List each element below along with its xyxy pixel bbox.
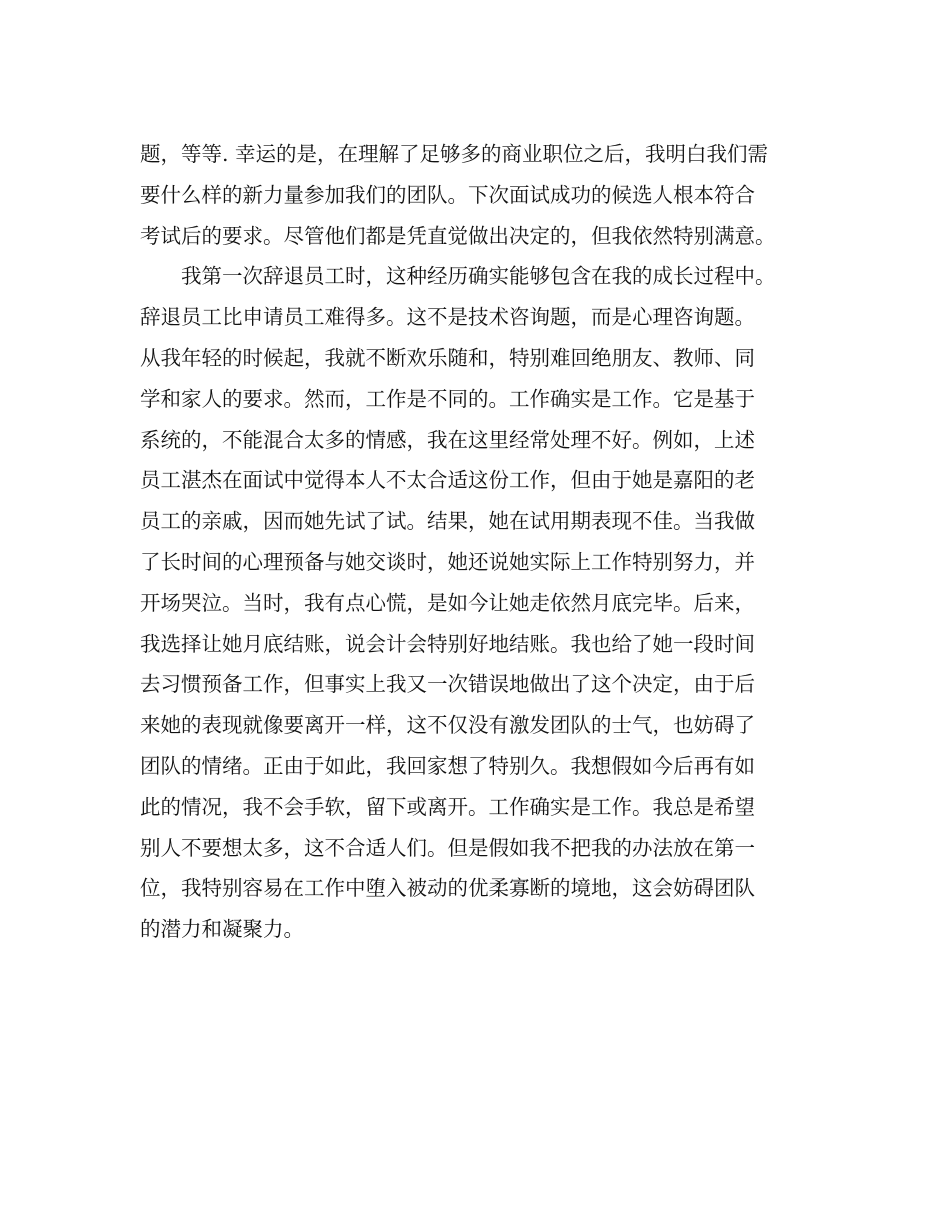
text-line-19: 位，我特别容易在工作中堕入被动的优柔寡断的境地，这会妨碍团队 (140, 876, 755, 901)
text-line-12: 开场哭泣。当时，我有点心慌，是如今让她走依然月底完毕。后来， (140, 590, 755, 615)
text-line-1: 题，等等. 幸运的是，在理解了足够多的商业职位之后，我明白我们需 (140, 142, 769, 166)
text-line-15: 来她的表现就像要离开一样，这不仅没有激发团队的士气，也妨碍了 (140, 713, 755, 738)
text-line-14: 去习惯预备工作，但事实上我又一次错误地做出了这个决定，由于后 (140, 672, 755, 697)
text-line-9: 员工湛杰在面试中觉得本人不太合适这份工作，但由于她是嘉阳的老 (140, 468, 755, 493)
text-line-6: 从我年轻的时候起，我就不断欢乐随和，特别难回绝朋友、教师、同 (140, 345, 755, 370)
text-line-11: 了长时间的心理预备与她交谈时，她还说她实际上工作特别努力，并 (140, 549, 755, 574)
text-line-18: 别人不要想太多，这不合适人们。但是假如我不把我的办法放在第一 (140, 835, 755, 860)
text-line-20: 的潜力和凝聚力。 (140, 917, 304, 942)
text-line-16: 团队的情绪。正由于如此，我回家想了特别久。我想假如今后再有如 (140, 753, 755, 778)
text-line-2: 要什么样的新力量参加我们的团队。下次面试成功的候选人根本符合 (140, 182, 755, 207)
text-line-3: 考试后的要求。尽管他们都是凭直觉做出决定的，但我依然特别满意。 (140, 223, 776, 248)
text-line-13: 我选择让她月底结账，说会计会特别好地结账。我也给了她一段时间 (140, 631, 755, 656)
text-line-17: 此的情况，我不会手软，留下或离开。工作确实是工作。我总是希望 (140, 794, 755, 819)
document-body (140, 134, 830, 950)
text-line-7: 学和家人的要求。然而，工作是不同的。工作确实是工作。它是基于 (140, 386, 755, 411)
paragraph-start-line: 我第一次辞退员工时，这种经历确实能够包含在我的成长过程中。 (181, 264, 776, 289)
text-line-5: 辞退员工比申请员工难得多。这不是技术咨询题，而是心理咨询题。 (140, 305, 755, 330)
text-line-8: 系统的，不能混合太多的情感，我在这里经常处理不好。例如，上述 (140, 427, 755, 452)
text-line-10: 员工的亲戚，因而她先试了试。结果，她在试用期表现不佳。当我做 (140, 509, 755, 534)
